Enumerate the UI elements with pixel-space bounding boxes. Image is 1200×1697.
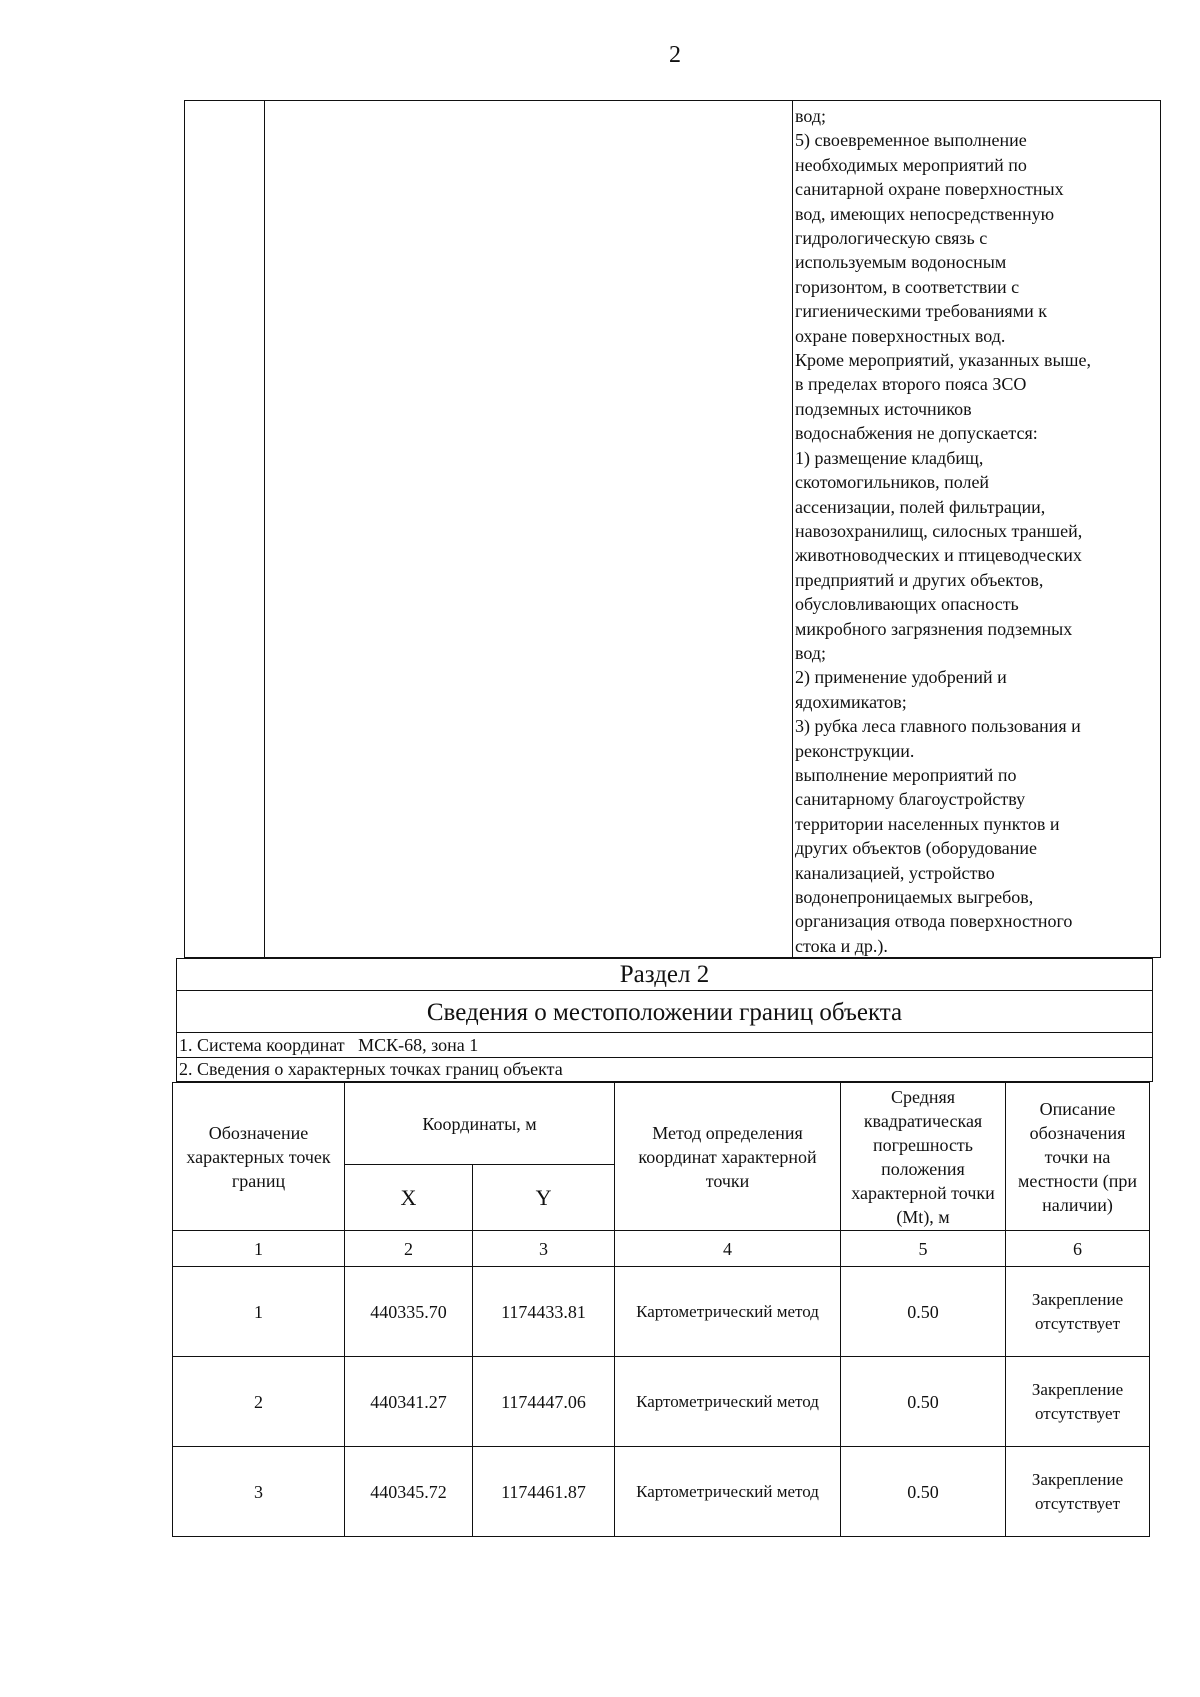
text-line: стока и др.). [795,935,888,956]
header-coordinates: Координаты, м [345,1083,615,1165]
description: Закрепление отсутствует [1006,1357,1150,1447]
header-point-designation: Обозначение характерных точек границ [173,1083,345,1231]
text-line: микробного загрязнения подземных [795,618,1073,639]
text-line: ассенизации, полей фильтрации, [795,496,1046,517]
text-line: санитарной охране поверхностных [795,179,1064,200]
text-line: животноводческих и птицеводческих [795,545,1082,566]
text-line: скотомогильников, полей [795,472,990,493]
text-line: горизонтом, в соответствии с [795,276,1020,297]
coord-y: 1174433.81 [473,1267,615,1357]
text-line: вод, имеющих непосредственную [795,203,1055,224]
text-line: организация отвода поверхностного [795,911,1073,932]
text-line: водоснабжения не допускается: [795,423,1038,444]
text-line: территории населенных пунктов и [795,813,1060,834]
text-line: других объектов (оборудование [795,838,1038,859]
column-number: 5 [841,1231,1006,1267]
description: Закрепление отсутствует [1006,1267,1150,1357]
coord-y: 1174447.06 [473,1357,615,1447]
point-number: 1 [173,1267,345,1357]
error: 0.50 [841,1447,1006,1537]
column-number: 2 [345,1231,473,1267]
text-line: ядохимикатов; [795,691,907,712]
point-number: 2 [173,1357,345,1447]
coord-x: 440341.27 [345,1357,473,1447]
coordinates-table [172,1082,1150,1537]
table-row [173,1267,1150,1357]
text-line: Кроме мероприятий, указанных выше, [795,350,1091,371]
header-description: Описание обозначения точки на местности (при наличии) [1006,1083,1150,1231]
text-line: используемым водоносным [795,252,1007,273]
header-x: X [345,1165,473,1231]
coord-y: 1174461.87 [473,1447,615,1537]
text-line: санитарному благоустройству [795,789,1026,810]
table-row [173,1447,1150,1537]
text-line: 2) применение удобрений и [795,667,1007,688]
method: Картометрический метод [615,1267,841,1357]
error: 0.50 [841,1267,1006,1357]
text-line: предприятий и других объектов, [795,569,1044,590]
text-line: охране поверхностных вод. [795,325,1006,346]
text-line: гигиеническими требованиями к [795,301,1047,322]
coordinate-system-line: 1. Система координат МСК-68, зона 1 [176,1033,1153,1058]
top-table-divider [264,100,265,958]
text-line: 3) рубка леса главного пользования и [795,716,1081,737]
text-line: необходимых мероприятий по [795,154,1027,175]
table-row [173,1357,1150,1447]
text-line: 1) размещение кладбищ, [795,447,984,468]
text-line: 5) своевременное выполнение [795,130,1027,151]
text-line: вод; [795,106,827,126]
top-table-divider [792,100,793,958]
page-number: 2 [669,42,681,68]
text-line: навозохранилищ, силосных траншей, [795,520,1083,541]
coord-x: 440345.72 [345,1447,473,1537]
text-line: выполнение мероприятий по [795,764,1017,785]
header-method: Метод определения координат характерной точки [615,1083,841,1231]
text-line: подземных источников [795,398,972,419]
method: Картометрический метод [615,1447,841,1537]
point-number: 3 [173,1447,345,1537]
coord-x: 440335.70 [345,1267,473,1357]
text-line: реконструкции. [795,740,915,761]
description: Закрепление отсутствует [1006,1447,1150,1537]
text-line: гидрологическую связь с [795,228,988,249]
column-number: 1 [173,1231,345,1267]
section-title: Раздел 2 [176,958,1153,991]
section-subtitle: Сведения о местоположении границ объекта [176,991,1153,1033]
text-line: обусловливающих опасность [795,594,1019,615]
method: Картометрический метод [615,1357,841,1447]
header-error: Средняя квадратическая погрешность положения характерной точки (Mt), м [841,1083,1006,1231]
text-line: канализацией, устройство [795,862,995,883]
column-number: 3 [473,1231,615,1267]
text-line: вод; [795,642,827,663]
column-number: 4 [615,1231,841,1267]
column-number: 6 [1006,1231,1150,1267]
restrictions-text [795,104,1161,958]
text-line: в пределах второго пояса ЗСО [795,374,1027,395]
points-heading: 2. Сведения о характерных точках границ объекта [176,1058,1153,1082]
error: 0.50 [841,1357,1006,1447]
text-line: водонепроницаемых выгребов, [795,887,1034,907]
header-y: Y [473,1165,615,1231]
